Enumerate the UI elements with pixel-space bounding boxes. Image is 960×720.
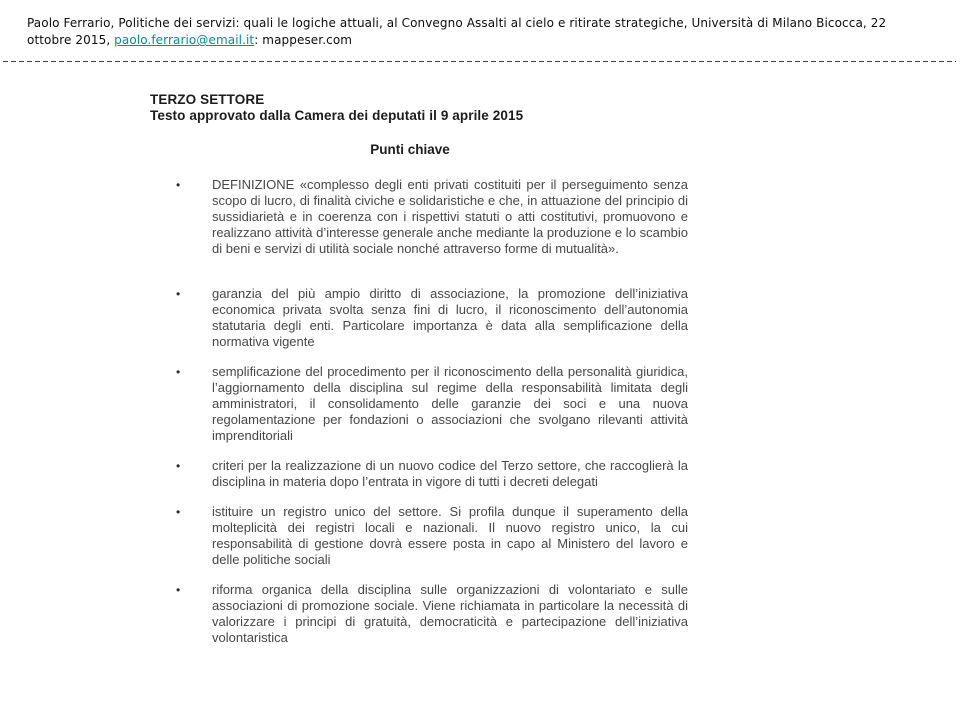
citation-header bbox=[27, 15, 899, 49]
bullet-text-semplificazione: semplificazione del procedimento per il riconoscimento della personalità giuridica, l’aggiornamento della disciplina sul regime della responsabilità limitata degli amministratori, il consolidamento delle garanzie dei soci e una nuova regolamentazione per fondazioni o associazioni che svolgano rilevanti attività imprenditoriali bbox=[212, 364, 688, 443]
list-item bbox=[150, 458, 695, 490]
slide-title bbox=[150, 92, 695, 124]
list-item bbox=[150, 177, 695, 257]
bullet-text-criteri: criteri per la realizzazione di un nuovo codice del Terzo settore, che raccoglierà la disciplina in materia dopo l’entrata in vigore di tutti i decreti delegati bbox=[212, 458, 688, 489]
list-item bbox=[150, 582, 695, 646]
bullet-icon: • bbox=[176, 583, 181, 597]
slide-title-line1: TERZO SETTORE bbox=[150, 92, 265, 107]
list-item bbox=[150, 504, 695, 568]
slide-content bbox=[150, 92, 695, 660]
slide-title-line2: Testo approvato dalla Camera dei deputati il 9 aprile 2015 bbox=[150, 108, 524, 123]
citation-text-before: Paolo Ferrario, Politiche dei servizi: quali le logiche attuali, al Convegno Assalti al cielo e ritirate strategiche, Università di Milano Bicocca, 22 ottobre 2015, bbox=[27, 16, 887, 47]
bullet-text-garanzia: garanzia del più ampio diritto di associazione, la promozione dell’iniziativa economica privata svolta senza fini di lucro, il riconoscimento dell’autonomia statutaria degli enti. Particolare importanza è data alla semplificazione della normativa vigente bbox=[212, 286, 688, 349]
bullet-text-registro: istituire un registro unico del settore. Si profila dunque il superamento della molteplicità dei registri locali e nazionali. Il nuovo registro unico, la cui responsabilità di gestione dovrà essere posta in capo al Ministero del lavoro e delle politiche sociali bbox=[212, 504, 688, 567]
dashed-separator bbox=[3, 61, 956, 62]
list-item bbox=[150, 364, 695, 444]
bullet-icon: • bbox=[176, 365, 181, 379]
list-item bbox=[150, 286, 695, 350]
citation-text-after: : mappeser.com bbox=[254, 33, 353, 47]
slide-subtitle: Punti chiave bbox=[370, 142, 450, 157]
bullet-text-riforma: riforma organica della disciplina sulle organizzazioni di volontariato e sulle associazioni di promozione sociale. Viene richiamata in particolare la necessità di valorizzare i principi di gratuità, democraticità e partecipazione dell’iniziativa volontaristica bbox=[212, 582, 688, 645]
bullet-icon: • bbox=[176, 287, 181, 301]
bullet-icon: • bbox=[176, 459, 181, 473]
bullet-icon: • bbox=[176, 505, 181, 519]
bullet-text-definizione: DEFINIZIONE «complesso degli enti privati costituiti per il perseguimento senza scopo di lucro, di finalità civiche e solidaristiche e che, in attuazione del principio di sussidiarietà e in coerenza con i rispettivi statuti o atti costitutivi, promuovono e realizzano attività d’interesse generale anche mediante la produzione e lo scambio di beni e servizi di utilità sociale nonché attraverso forme di mutualità». bbox=[212, 177, 688, 256]
bullet-icon: • bbox=[176, 178, 181, 192]
key-points-list bbox=[150, 177, 695, 646]
email-link[interactable]: paolo.ferrario@email.it bbox=[114, 33, 255, 47]
